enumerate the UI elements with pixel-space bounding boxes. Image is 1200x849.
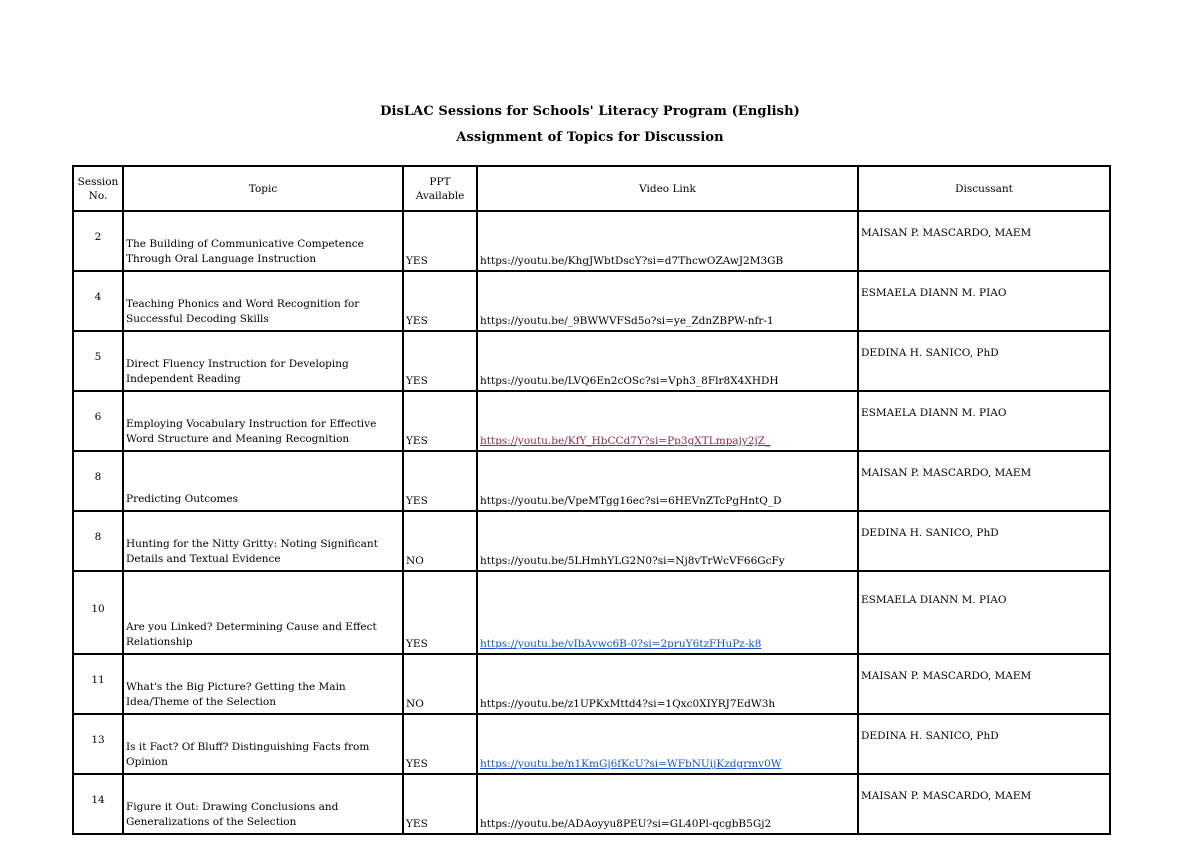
header-topic: Topic [123, 166, 403, 211]
table-row [73, 654, 1110, 714]
session-number-cell: 10 [73, 571, 123, 654]
video-link[interactable]: https://youtu.be/VpeMTgg16ec?si=6HEVnZTcPgHntQ_D [480, 495, 782, 507]
video-link-cell [477, 391, 858, 451]
table-row [73, 511, 1110, 571]
session-number-cell: 8 [73, 511, 123, 571]
video-link-cell [477, 714, 858, 774]
table-row [73, 774, 1110, 834]
topic-cell: Employing Vocabulary Instruction for Effective Word Structure and Meaning Recognition [123, 391, 403, 451]
video-link[interactable]: https://youtu.be/KfY_HbCCd7Y?si=Pp3gXTLmpajy2jZ_ [480, 435, 771, 447]
discussant-cell: DEDINA H. SANICO, PhD [858, 511, 1110, 571]
ppt-available-cell: YES [403, 774, 477, 834]
session-number-cell: 4 [73, 271, 123, 331]
video-link[interactable]: https://youtu.be/vIbAvwc6B-0?si=2pruY6tzFHuPz-k8 [480, 638, 762, 650]
topic-cell: Is it Fact? Of Bluff? Distinguishing Facts from Opinion [123, 714, 403, 774]
topic-cell: Direct Fluency Instruction for Developing Independent Reading [123, 331, 403, 391]
topic-cell: Predicting Outcomes [123, 451, 403, 511]
ppt-available-cell: NO [403, 654, 477, 714]
discussant-cell: DEDINA H. SANICO, PhD [858, 331, 1110, 391]
discussant-cell: MAISAN P. MASCARDO, MAEM [858, 211, 1110, 271]
discussant-cell: ESMAELA DIANN M. PIAO [858, 271, 1110, 331]
ppt-available-cell: NO [403, 511, 477, 571]
video-link[interactable]: https://youtu.be/_9BWWVFSd5o?si=ye_ZdnZBPW-nfr-1 [480, 315, 774, 327]
video-link-cell [477, 571, 858, 654]
table-header-row [73, 166, 1110, 211]
ppt-available-cell: YES [403, 391, 477, 451]
video-link-cell [477, 331, 858, 391]
topic-cell: Teaching Phonics and Word Recognition for Successful Decoding Skills [123, 271, 403, 331]
discussant-cell: ESMAELA DIANN M. PIAO [858, 571, 1110, 654]
discussant-cell: ESMAELA DIANN M. PIAO [858, 391, 1110, 451]
discussant-cell: MAISAN P. MASCARDO, MAEM [858, 451, 1110, 511]
header-session-no: Session No. [73, 166, 123, 211]
topic-cell: The Building of Communicative Competence Through Oral Language Instruction [123, 211, 403, 271]
document-title: DisLAC Sessions for Schools' Literacy Program (English) [380, 104, 800, 119]
header-video-link: Video Link [477, 166, 858, 211]
header-discussant: Discussant [858, 166, 1110, 211]
ppt-available-cell: YES [403, 211, 477, 271]
document-subtitle: Assignment of Topics for Discussion [456, 130, 724, 145]
table-row [73, 391, 1110, 451]
table-row [73, 571, 1110, 654]
video-link[interactable]: https://youtu.be/n1KmGj6fKcU?si=WFbNUijKzdgrmv0W [480, 758, 782, 770]
video-link[interactable]: https://youtu.be/KhgJWbtDscY?si=d7ThcwOZAwJ2M3GB [480, 255, 784, 267]
video-link-cell [477, 774, 858, 834]
discussant-cell: MAISAN P. MASCARDO, MAEM [858, 774, 1110, 834]
session-number-cell: 11 [73, 654, 123, 714]
ppt-available-cell: YES [403, 331, 477, 391]
video-link[interactable]: https://youtu.be/LVQ6En2cOSc?si=Vph3_8Flr8X4XHDH [480, 375, 779, 387]
topic-cell: Are you Linked? Determining Cause and Effect Relationship [123, 571, 403, 654]
table-row [73, 331, 1110, 391]
topic-cell: What's the Big Picture? Getting the Main Idea/Theme of the Selection [123, 654, 403, 714]
video-link-cell [477, 511, 858, 571]
session-number-cell: 14 [73, 774, 123, 834]
video-link-cell [477, 271, 858, 331]
table-row [73, 714, 1110, 774]
table-body [73, 211, 1110, 834]
topic-cell: Figure it Out: Drawing Conclusions and Generalizations of the Selection [123, 774, 403, 834]
header-ppt-available: PPT Available [403, 166, 477, 211]
session-number-cell: 8 [73, 451, 123, 511]
topic-cell: Hunting for the Nitty Gritty: Noting Significant Details and Textual Evidence [123, 511, 403, 571]
table-row [73, 451, 1110, 511]
video-link[interactable]: https://youtu.be/5LHmhYLG2N0?si=Nj8vTrWcVF66GcFy [480, 555, 785, 567]
discussant-cell: MAISAN P. MASCARDO, MAEM [858, 654, 1110, 714]
table-row [73, 271, 1110, 331]
session-number-cell: 6 [73, 391, 123, 451]
video-link[interactable]: https://youtu.be/z1UPKxMttd4?si=1Qxc0XIYRJ7EdW3h [480, 698, 776, 710]
table-row [73, 211, 1110, 271]
ppt-available-cell: YES [403, 714, 477, 774]
video-link-cell [477, 654, 858, 714]
ppt-available-cell: YES [403, 451, 477, 511]
ppt-available-cell: YES [403, 571, 477, 654]
video-link[interactable]: https://youtu.be/ADAoyyu8PEU?si=GL40Pl-qcgbB5Gj2 [480, 818, 772, 830]
session-number-cell: 5 [73, 331, 123, 391]
topics-table [72, 165, 1111, 835]
discussant-cell: DEDINA H. SANICO, PhD [858, 714, 1110, 774]
ppt-available-cell: YES [403, 271, 477, 331]
video-link-cell [477, 211, 858, 271]
session-number-cell: 13 [73, 714, 123, 774]
video-link-cell [477, 451, 858, 511]
session-number-cell: 2 [73, 211, 123, 271]
